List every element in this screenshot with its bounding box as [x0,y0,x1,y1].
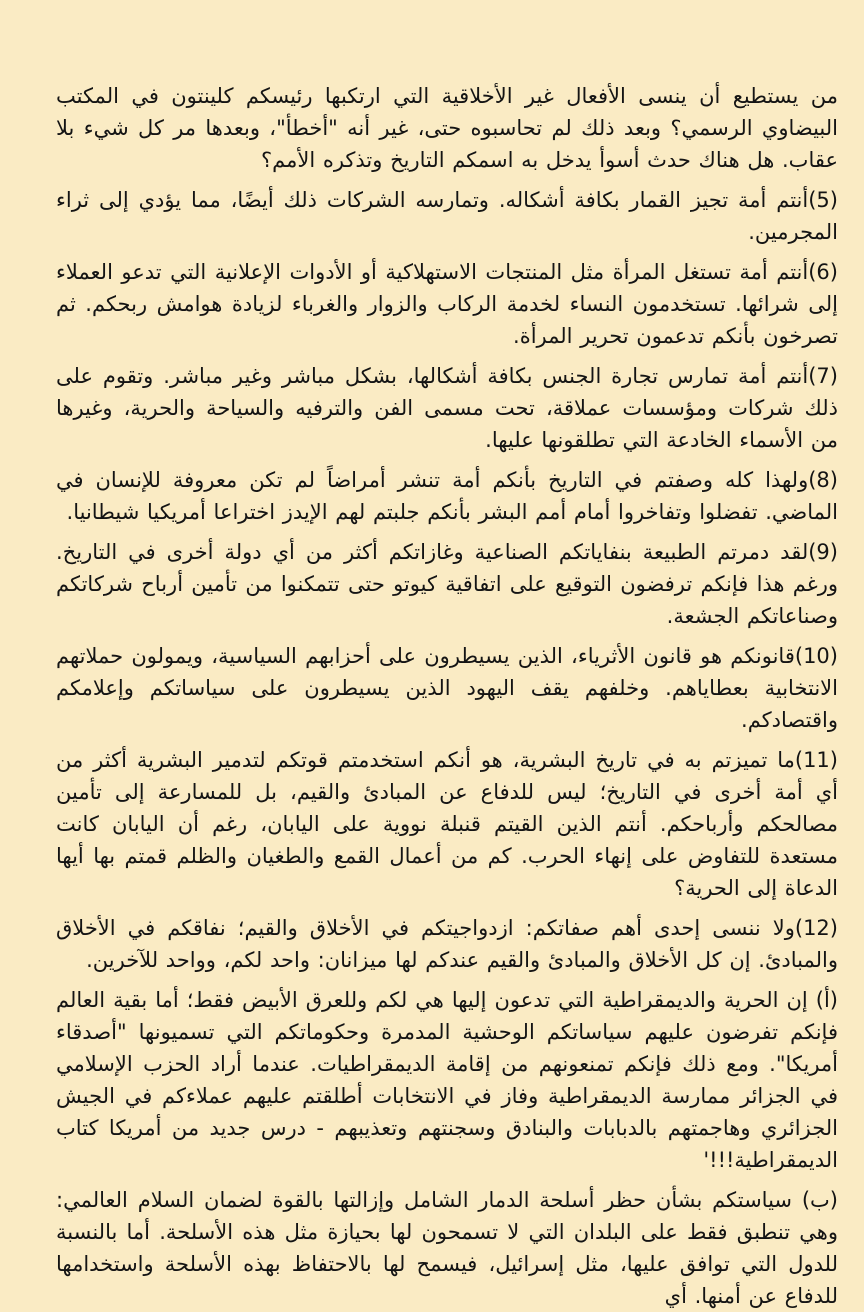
paragraph-أ: (أ) إن الحرية والديمقراطية التي تدعون إليها هي لكم وللعرق الأبيض فقط؛ أما بقية العالم فإنكم تفرضون عليهم سياساتكم الوحشية المدمرة وحكوماتكم التي تسميونها "أصدقاء أمريكا". ومع ذلك فإنكم تمنعونهم من إقامة الديمقراطيات. عندما أراد الحزب الإسلامي في الجزائر ممارسة الديمقراطية وفاز في الانتخابات أطلقتم عليهم عملاءكم في الجيش الجزائري وهاجمتهم بالدبابات والبنادق وسجنتهم وتعذيبهم - درس جديد من أمريكا كتاب الديمقراطية!!!' [56,988,838,1172]
paragraph-6: (6)أنتم أمة تستغل المرأة مثل المنتجات الاستهلاكية أو الأدوات الإعلانية التي تدعو العملاء إلى شرائها. تستخدمون النساء لخدمة الركاب والزوار والغرباء لزيادة هوامش ربحكم. ثم تصرخون بأنكم تدعمون تحرير المرأة. [56,260,838,348]
paragraph-10: (10)قانونكم هو قانون الأثرياء، الذين يسيطرون على أحزابهم السياسية، ويمولون حملاتهم الانتخابية بعطاياهم. وخلفهم يقف اليهود الذين يسيطرون على سياساتكم وإعلامكم واقتصادكم. [56,644,838,732]
paragraph-ب: (ب) سياستكم بشأن حظر أسلحة الدمار الشامل وإزالتها بالقوة لضمان السلام العالمي: وهي تنطبق فقط على البلدان التي لا تسمحون لها بحيازة مثل هذه الأسلحة. أما بالنسبة للدول التي توافق عليها، مثل إسرائيل، فيسمح لها بالاحتفاظ بهذه الأسلحة واستخدامها للدفاع عن أمنها. أي [56,1188,838,1308]
paragraph-7: (7)أنتم أمة تمارس تجارة الجنس بكافة أشكالها، بشكل مباشر وغير مباشر. وتقوم على ذلك شركات ومؤسسات عملاقة، تحت مسمى الفن والترفيه والسياحة والحرية، وغيرها من الأسماء الخادعة التي تطلقونها عليها. [56,364,838,452]
paragraph-intro: من يستطيع أن ينسى الأفعال غير الأخلاقية التي ارتكبها رئيسكم كلينتون في المكتب البيضاوي الرسمي؟ وبعد ذلك لم تحاسبوه حتى، غير أنه "أخطأ"، وبعدها مر كل شيء بلا عقاب. هل هناك حدث أسوأ يدخل به اسمكم التاريخ وتذكره الأمم؟ [56,84,838,172]
paragraph-9: (9)لقد دمرتم الطبيعة بنفاياتكم الصناعية وغازاتكم أكثر من أي دولة أخرى في التاريخ. ورغم هذا فإنكم ترفضون التوقيع على اتفاقية كيوتو حتى تتمكنوا من تأمين أرباح شركاتكم وصناعاتكم الجشعة. [56,540,838,628]
paragraph-12: (12)ولا ننسى إحدى أهم صفاتكم: ازدواجيتكم في الأخلاق والقيم؛ نفاقكم في الأخلاق والمبادئ. إن كل الأخلاق والمبادئ والقيم عندكم لها ميزانان: واحد لكم، وواحد للآخرين. [56,916,838,972]
paragraph-8: (8)ولهذا كله وصفتم في التاريخ بأنكم أمة تنشر أمراضاً لم تكن معروفة للإنسان في الماضي. تفضلوا وتفاخروا أمام أمم البشر بأنكم جلبتم لهم الإيدز اختراعا أمريكيا شيطانيا. [56,468,838,524]
paragraph-5: (5)أنتم أمة تجيز القمار بكافة أشكاله. وتمارسه الشركات ذلك أيضًا، مما يؤدي إلى ثراء المجرمين. [56,188,838,244]
paragraph-11: (11)ما تميزتم به في تاريخ البشرية، هو أنكم استخدمتم قوتكم لتدمير البشرية أكثر من أي أمة أخرى في التاريخ؛ ليس للدفاع عن المبادئ والقيم، بل للمسارعة إلى تأمين مصالحكم وأرباحكم. أنتم الذين القيتم قنبلة نووية على اليابان، رغم أن اليابان كانت مستعدة للتفاوض على إنهاء الحرب. كم من أعمال القمع والطغيان والظلم قمتم بها أيها الدعاة إلى الحرية؟ [56,748,838,900]
document-text-body [56,80,838,1312]
